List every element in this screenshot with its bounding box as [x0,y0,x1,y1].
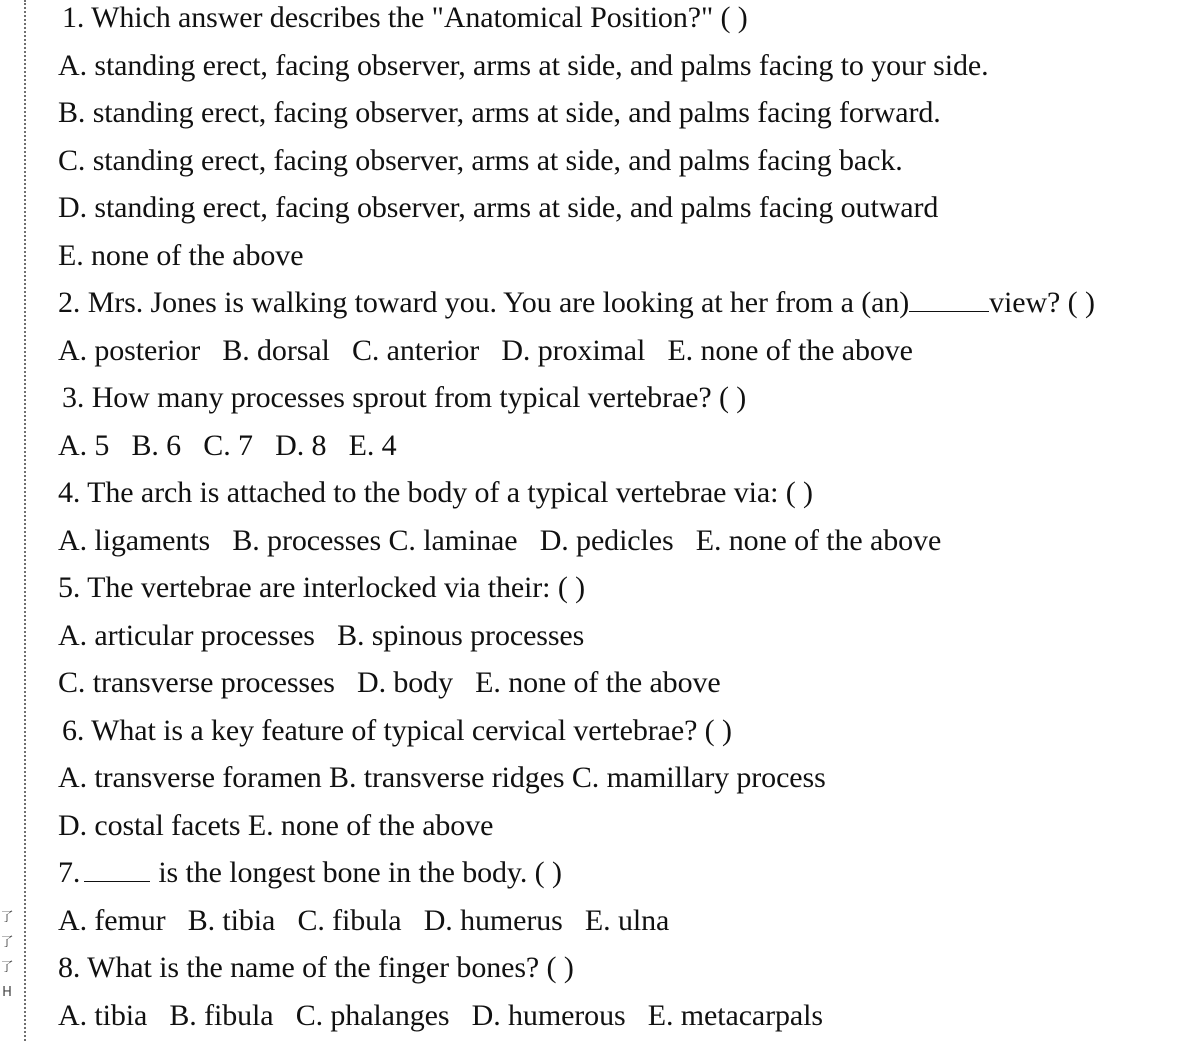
question-3-option-b[interactable]: B. 6 [131,428,181,463]
question-text: The arch is attached to the body of a typical vertebrae via: ( ) [87,476,813,509]
question-7-stem [58,855,1173,903]
question-text: What is the name of the finger bones? ( ) [87,951,574,984]
question-7-option-a[interactable]: A. femur [58,903,166,938]
question-5-options-row-1 [58,618,1173,666]
question-8-stem [58,950,1173,998]
question-text: What is a key feature of typical cervical vertebrae? ( ) [91,714,732,747]
question-2-options [58,333,1173,381]
question-2-option-e[interactable]: E. none of the above [667,333,912,368]
question-number: 5. [58,571,80,604]
question-2-stem [58,285,1173,333]
binding-dotted-line [24,0,26,1041]
question-2-option-a[interactable]: A. posterior [58,333,200,368]
question-6-option-d[interactable]: D. costal facets [58,808,241,843]
question-3-option-a[interactable]: A. 5 [58,428,109,463]
question-number: 8. [58,951,80,984]
question-text: Which answer describes the "Anatomical Position?" ( ) [91,1,748,34]
question-5-option-a[interactable]: A. articular processes [58,618,315,653]
question-4-option-b[interactable]: B. processes [232,523,381,558]
question-text: view? ( ) [989,286,1095,319]
question-8-option-e[interactable]: E. metacarpals [648,998,823,1033]
question-number: 1. [62,1,84,34]
question-7-options [58,903,1173,951]
question-1-stem [58,0,1173,48]
question-7-option-e[interactable]: E. ulna [585,903,669,938]
question-5-option-d[interactable]: D. body [357,665,453,700]
question-4-option-e[interactable]: E. none of the above [696,523,941,558]
question-5-option-c[interactable]: C. transverse processes [58,665,335,700]
question-8-option-d[interactable]: D. humerous [472,998,626,1033]
margin-glyph: 了 [0,905,14,930]
question-6-option-a[interactable]: A. transverse foramen [58,760,322,795]
margin-glyph: 了 [0,930,14,955]
question-number: 7. [58,856,80,889]
question-7-option-d[interactable]: D. humerus [424,903,563,938]
question-number: 6. [62,714,84,747]
question-3-stem [58,380,1173,428]
question-6-option-b[interactable]: B. transverse ridges [329,760,564,795]
question-number: 3. [62,381,84,414]
question-3-options [58,428,1173,476]
question-8-options [58,998,1173,1045]
question-3-option-d[interactable]: D. 8 [275,428,326,463]
question-4-stem [58,475,1173,523]
question-8-option-a[interactable]: A. tibia [58,998,147,1033]
question-text: The vertebrae are interlocked via their: ( ) [87,571,585,604]
question-text: How many processes sprout from typical vertebrae? ( ) [92,381,746,414]
question-3-option-e[interactable]: E. 4 [349,428,397,463]
question-number: 4. [58,476,80,509]
question-4-option-a[interactable]: A. ligaments [58,523,210,558]
margin-glyph: H [0,980,14,1005]
question-number: 2. [58,286,80,319]
question-5-option-b[interactable]: B. spinous processes [337,618,584,653]
question-1-option-b[interactable]: B. standing erect, facing observer, arms at side, and palms facing forward. [58,95,1173,143]
question-1-option-d[interactable]: D. standing erect, facing observer, arms at side, and palms facing outward [58,190,1173,238]
question-2-option-c[interactable]: C. anterior [352,333,479,368]
question-1-option-e[interactable]: E. none of the above [58,238,1173,286]
question-8-option-b[interactable]: B. fibula [169,998,273,1033]
question-text: Mrs. Jones is walking toward you. You are looking at her from a (an) [88,286,909,319]
answer-blank [909,285,989,312]
margin-marks [0,905,14,1005]
question-6-options-row-1 [58,760,1173,808]
question-4-options [58,523,1173,571]
question-2-option-b[interactable]: B. dorsal [222,333,329,368]
question-6-stem [58,713,1173,761]
question-1-option-c[interactable]: C. standing erect, facing observer, arms at side, and palms facing back. [58,143,1173,191]
question-5-options-row-2 [58,665,1173,713]
question-4-option-d[interactable]: D. pedicles [540,523,674,558]
question-6-option-e[interactable]: E. none of the above [248,808,493,843]
question-2-option-d[interactable]: D. proximal [501,333,645,368]
question-3-option-c[interactable]: C. 7 [203,428,253,463]
question-sheet [58,0,1173,1045]
question-5-option-e[interactable]: E. none of the above [475,665,720,700]
question-text: is the longest bone in the body. ( ) [158,856,562,889]
question-6-option-c[interactable]: C. mamillary process [572,760,826,795]
question-6-options-row-2 [58,808,1173,856]
question-1-option-a[interactable]: A. standing erect, facing observer, arms at side, and palms facing to your side. [58,48,1173,96]
question-8-option-c[interactable]: C. phalanges [296,998,450,1033]
question-7-option-b[interactable]: B. tibia [188,903,276,938]
margin-glyph: 了 [0,955,14,980]
question-4-option-c[interactable]: C. laminae [389,523,518,558]
question-5-stem [58,570,1173,618]
question-7-option-c[interactable]: C. fibula [297,903,401,938]
answer-blank [84,855,150,882]
